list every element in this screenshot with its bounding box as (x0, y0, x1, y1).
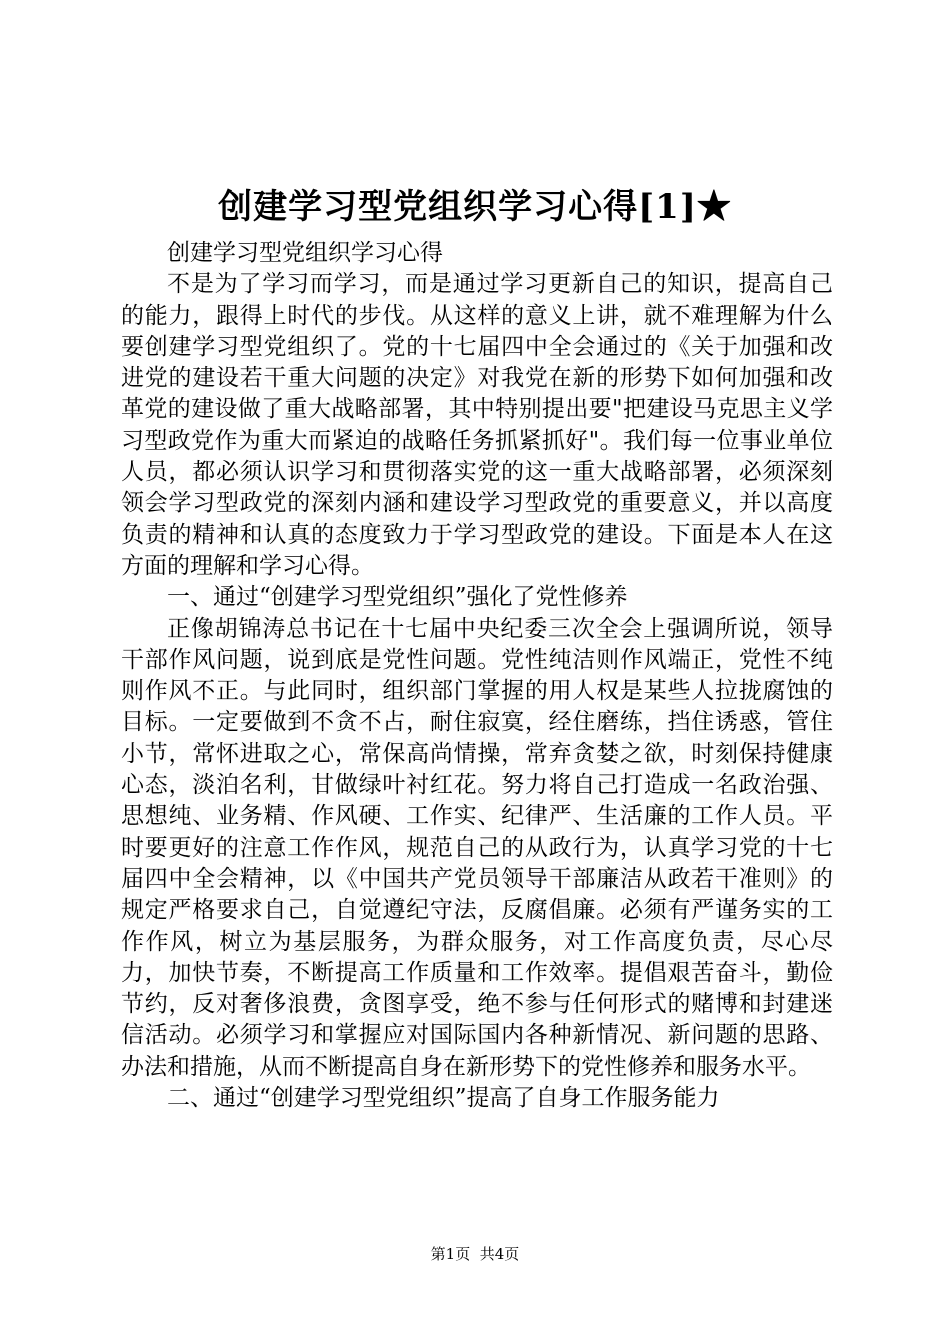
paragraph-intro: 不是为了学习而学习，而是通过学习更新自己的知识，提高自己的能力，跟得上时代的步伐。从这样的意义上讲，就不难理解为什么要创建学习型党组织了。党的十七届四中全会通过的《关于加强和改进党的建设若干重大问题的决定》对我党在新的形势下如何加强和改革党的建设做了重大战略部署，其中特别提出要"把建设马克思主义学习型政党作为重大而紧迫的战略任务抓紧抓好"。我们每一位事业单位人员，都必须认识学习和贯彻落实党的这一重大战略部署，必须深刻领会学习型政党的深刻内涵和建设学习型政党的重要意义，并以高度负责的精神和认真的态度致力于学习型政党的建设。下面是本人在这方面的理解和学习心得。 (121, 271, 833, 579)
section-heading-1: 一、通过“创建学习型党组织”强化了党性修养 (167, 584, 628, 611)
page-number: 第1页 (430, 1245, 471, 1263)
document-body (121, 238, 833, 1114)
document-title: 创建学习型党组织学习心得[1]★ (218, 187, 732, 227)
page-footer (0, 1243, 950, 1265)
section-heading-2: 二、通过“创建学习型党组织”提高了自身工作服务能力 (167, 1085, 720, 1112)
paragraph-subtitle: 创建学习型党组织学习心得 (167, 240, 443, 266)
paragraph-section-1: 正像胡锦涛总书记在十七届中央纪委三次全会上强调所说，领导干部作风问题，说到底是党性问题。党性纯洁则作风端正，党性不纯则作风不正。与此同时，组织部门掌握的用人权是某些人拉拢腐蚀的目标。一定要做到不贪不占，耐住寂寞，经住磨练，挡住诱惑，管住小节，常怀进取之心，常保高尚情操，常弃贪婪之欲，时刻保持健康心态，淡泊名利，甘做绿叶衬红花。努力将自己打造成一名政治强、思想纯、业务精、作风硬、工作实、纪律严、生活廉的工作人员。平时要更好的注意工作作风，规范自己的从政行为，认真学习党的十七届四中全会精神，以《中国共产党员领导干部廉洁从政若干准则》的规定严格要求自己，自觉遵纪守法，反腐倡廉。必须有严谨务实的工作作风，树立为基层服务，为群众服务，对工作高度负责，尽心尽力，加快节奏，不断提高工作质量和工作效率。提倡艰苦奋斗，勤俭节约，反对奢侈浪费，贪图享受，绝不参与任何形式的赌博和封建迷信活动。必须学习和掌握应对国际国内各种新情况、新问题的思路、办法和措施，从而不断提高自身在新形势下的党性修养和服务水平。 (121, 615, 833, 1080)
page-total: 共4页 (479, 1245, 520, 1263)
